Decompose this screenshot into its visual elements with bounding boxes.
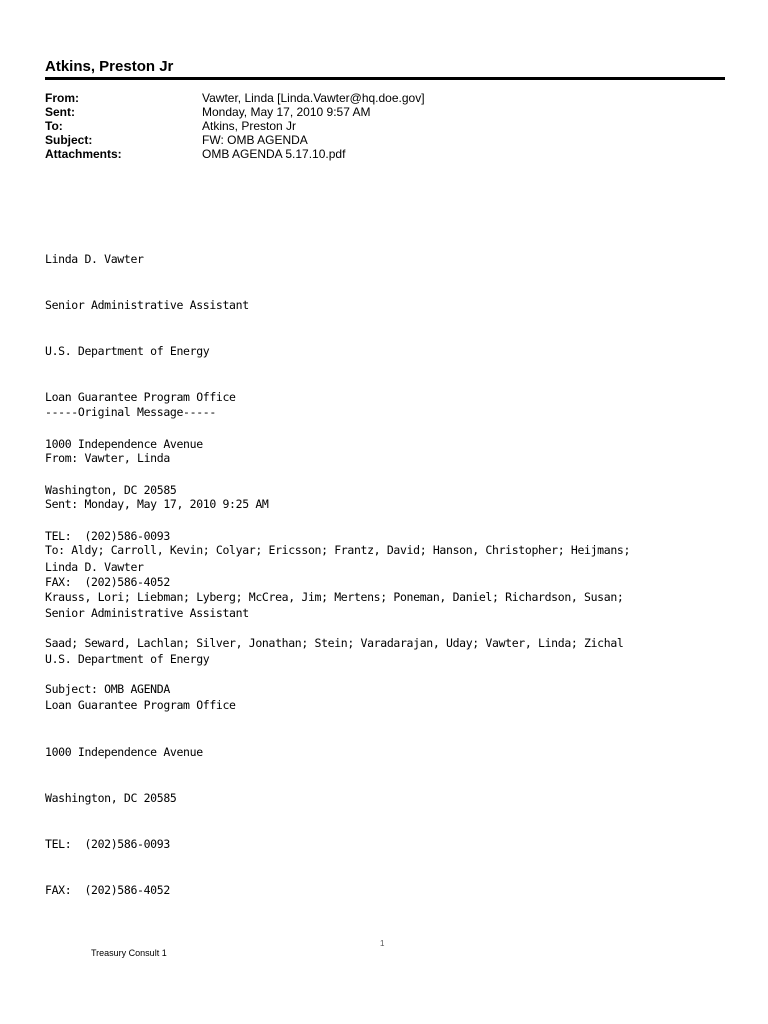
signature-line: Washington, DC 20585 [45, 482, 177, 497]
header-label: Attachments: [45, 147, 122, 161]
original-message-line: Krauss, Lori; Liebman; Lyberg; McCrea, Jim; Mertens; Poneman, Daniel; Richardson, Susan; [45, 589, 624, 604]
signature-line: Loan Guarantee Program Office [45, 390, 236, 405]
original-message-line: Subject: OMB AGENDA [45, 682, 170, 697]
signature-line: TEL: (202)586-0093 [45, 529, 170, 544]
original-message-line: Saad; Seward, Lachlan; Silver, Jonathan; Stein; Varadarajan, Uday; Vawter, Linda; Zichal [45, 635, 624, 650]
signature-line: Linda D. Vawter [45, 251, 144, 266]
header-label: Sent: [45, 105, 75, 119]
header-value: Vawter, Linda [Linda.Vawter@hq.doe.gov] [202, 91, 425, 105]
footer-label: Treasury Consult 1 [91, 948, 167, 958]
header-divider [45, 77, 725, 80]
original-message-line: From: Vawter, Linda [45, 451, 170, 466]
signature-line: 1000 Independence Avenue [45, 744, 203, 759]
signature-line: Senior Administrative Assistant [45, 298, 249, 313]
signature-line: 1000 Independence Avenue [45, 436, 203, 451]
header-value: FW: OMB AGENDA [202, 133, 308, 147]
header-value: Monday, May 17, 2010 9:57 AM [202, 105, 371, 119]
header-label: From: [45, 91, 79, 105]
signature-line: U.S. Department of Energy [45, 652, 210, 667]
attachment-link[interactable]: OMB AGENDA 5.17.10.pdf [202, 147, 346, 161]
mailbox-owner-name: Atkins, Preston Jr [45, 58, 174, 75]
signature-line: Washington, DC 20585 [45, 790, 177, 805]
signature-line: FAX: (202)586-4052 [45, 575, 170, 590]
signature-line: FAX: (202)586-4052 [45, 883, 170, 898]
signature-line: Linda D. Vawter [45, 559, 144, 574]
original-message-line: To: Aldy; Carroll, Kevin; Colyar; Ericsson; Frantz, David; Hanson, Christopher; Heijmans; [45, 543, 631, 558]
signature-line: U.S. Department of Energy [45, 344, 210, 359]
signature-line: Senior Administrative Assistant [45, 606, 249, 621]
header-value: Atkins, Preston Jr [202, 119, 297, 133]
header-label: To: [45, 119, 63, 133]
signature-line: TEL: (202)586-0093 [45, 837, 170, 852]
original-message-line: Sent: Monday, May 17, 2010 9:25 AM [45, 497, 269, 512]
page-number: 1 [380, 939, 385, 948]
signature-block [45, 529, 249, 914]
original-message-line: -----Original Message----- [45, 404, 216, 419]
signature-line: Loan Guarantee Program Office [45, 698, 236, 713]
header-label: Subject: [45, 133, 93, 147]
